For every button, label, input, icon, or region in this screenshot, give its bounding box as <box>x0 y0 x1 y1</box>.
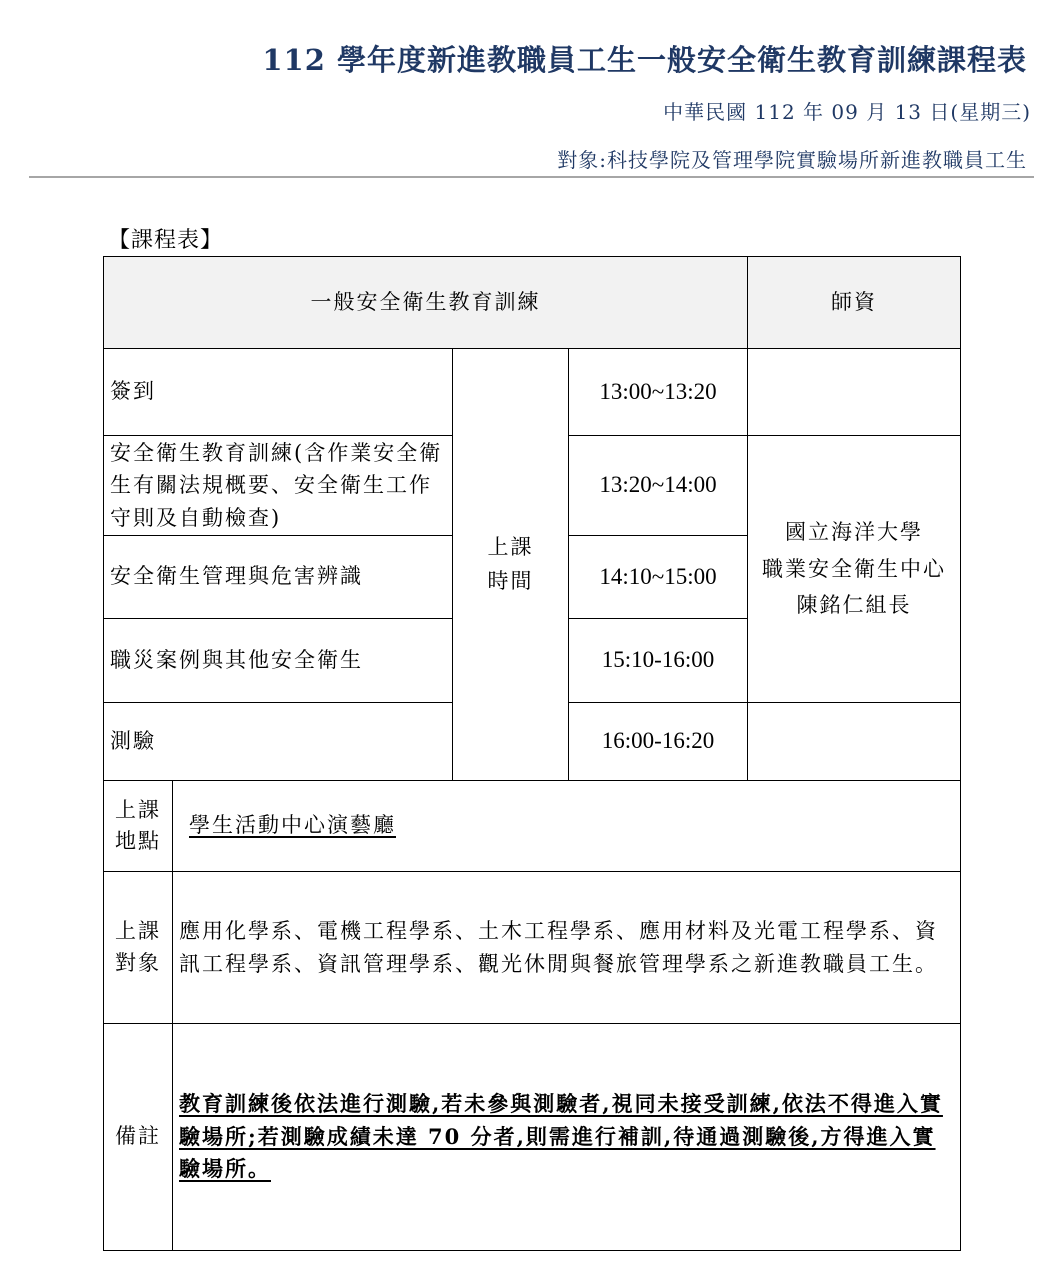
table-border <box>960 256 961 1251</box>
document-title: 112 學年度新進教職員工生一般安全衛生教育訓練課程表 <box>262 43 1027 77</box>
topic-cases: 職災案例與其他安全衛生 <box>110 647 363 672</box>
time-signin: 13:00~13:20 <box>599 378 717 404</box>
location-value <box>173 781 960 871</box>
time-training: 13:20~14:00 <box>599 472 717 498</box>
section-label: 【課程表】 <box>108 228 224 253</box>
time-exam: 16:00-16:20 <box>601 728 715 754</box>
document-date: 中華民國 112 年 09 月 13 日(星期三) <box>663 100 1031 124</box>
time-hazard: 14:10~15:00 <box>599 563 717 589</box>
heading-course: 一般安全衛生教育訓練 <box>310 289 541 314</box>
audience-value: 應用化學系、電機工程學系、土木工程學系、應用材料及光電工程學系、資訊工程學系、資訊管理學系、觀光休閒與餐旅管理學系之新進教職員工生。 <box>179 918 938 976</box>
topic-signin: 簽到 <box>110 379 156 404</box>
topic-training: 安全衛生教育訓練(含作業安全衛生有關法規概要、安全衛生工作守則及自動檢查) <box>110 440 443 530</box>
audience-label: 上課 對象 <box>115 919 161 975</box>
topic-hazard: 安全衛生管理與危害辨識 <box>110 564 363 589</box>
teacher-info: 國立海洋大學 職業安全衛生中心 陳銘仁組長 <box>762 519 946 618</box>
notes-value <box>173 1024 960 1250</box>
table-border <box>103 1250 961 1251</box>
time-cases: 15:10-16:00 <box>601 647 715 673</box>
document-target: 對象:科技學院及管理學院實驗場所新進教職員工生 <box>557 148 1027 172</box>
notes-text: 教育訓練後依法進行測驗,若未參與測驗者,視同未接受訓練,依法不得進入實驗場所;若測驗成績未達 70 分者,則需進行補訓,待通過測驗後,方得進入實驗場所。 <box>179 1091 943 1182</box>
header-divider <box>29 176 1034 178</box>
time-label: 上課 時間 <box>487 534 534 593</box>
location-text: 學生活動中心演藝廳 <box>189 813 396 838</box>
location-label: 上課 地點 <box>115 797 161 853</box>
topic-exam: 測驗 <box>110 728 156 753</box>
notes-label: 備註 <box>115 1124 161 1149</box>
heading-teacher: 師資 <box>831 289 877 314</box>
